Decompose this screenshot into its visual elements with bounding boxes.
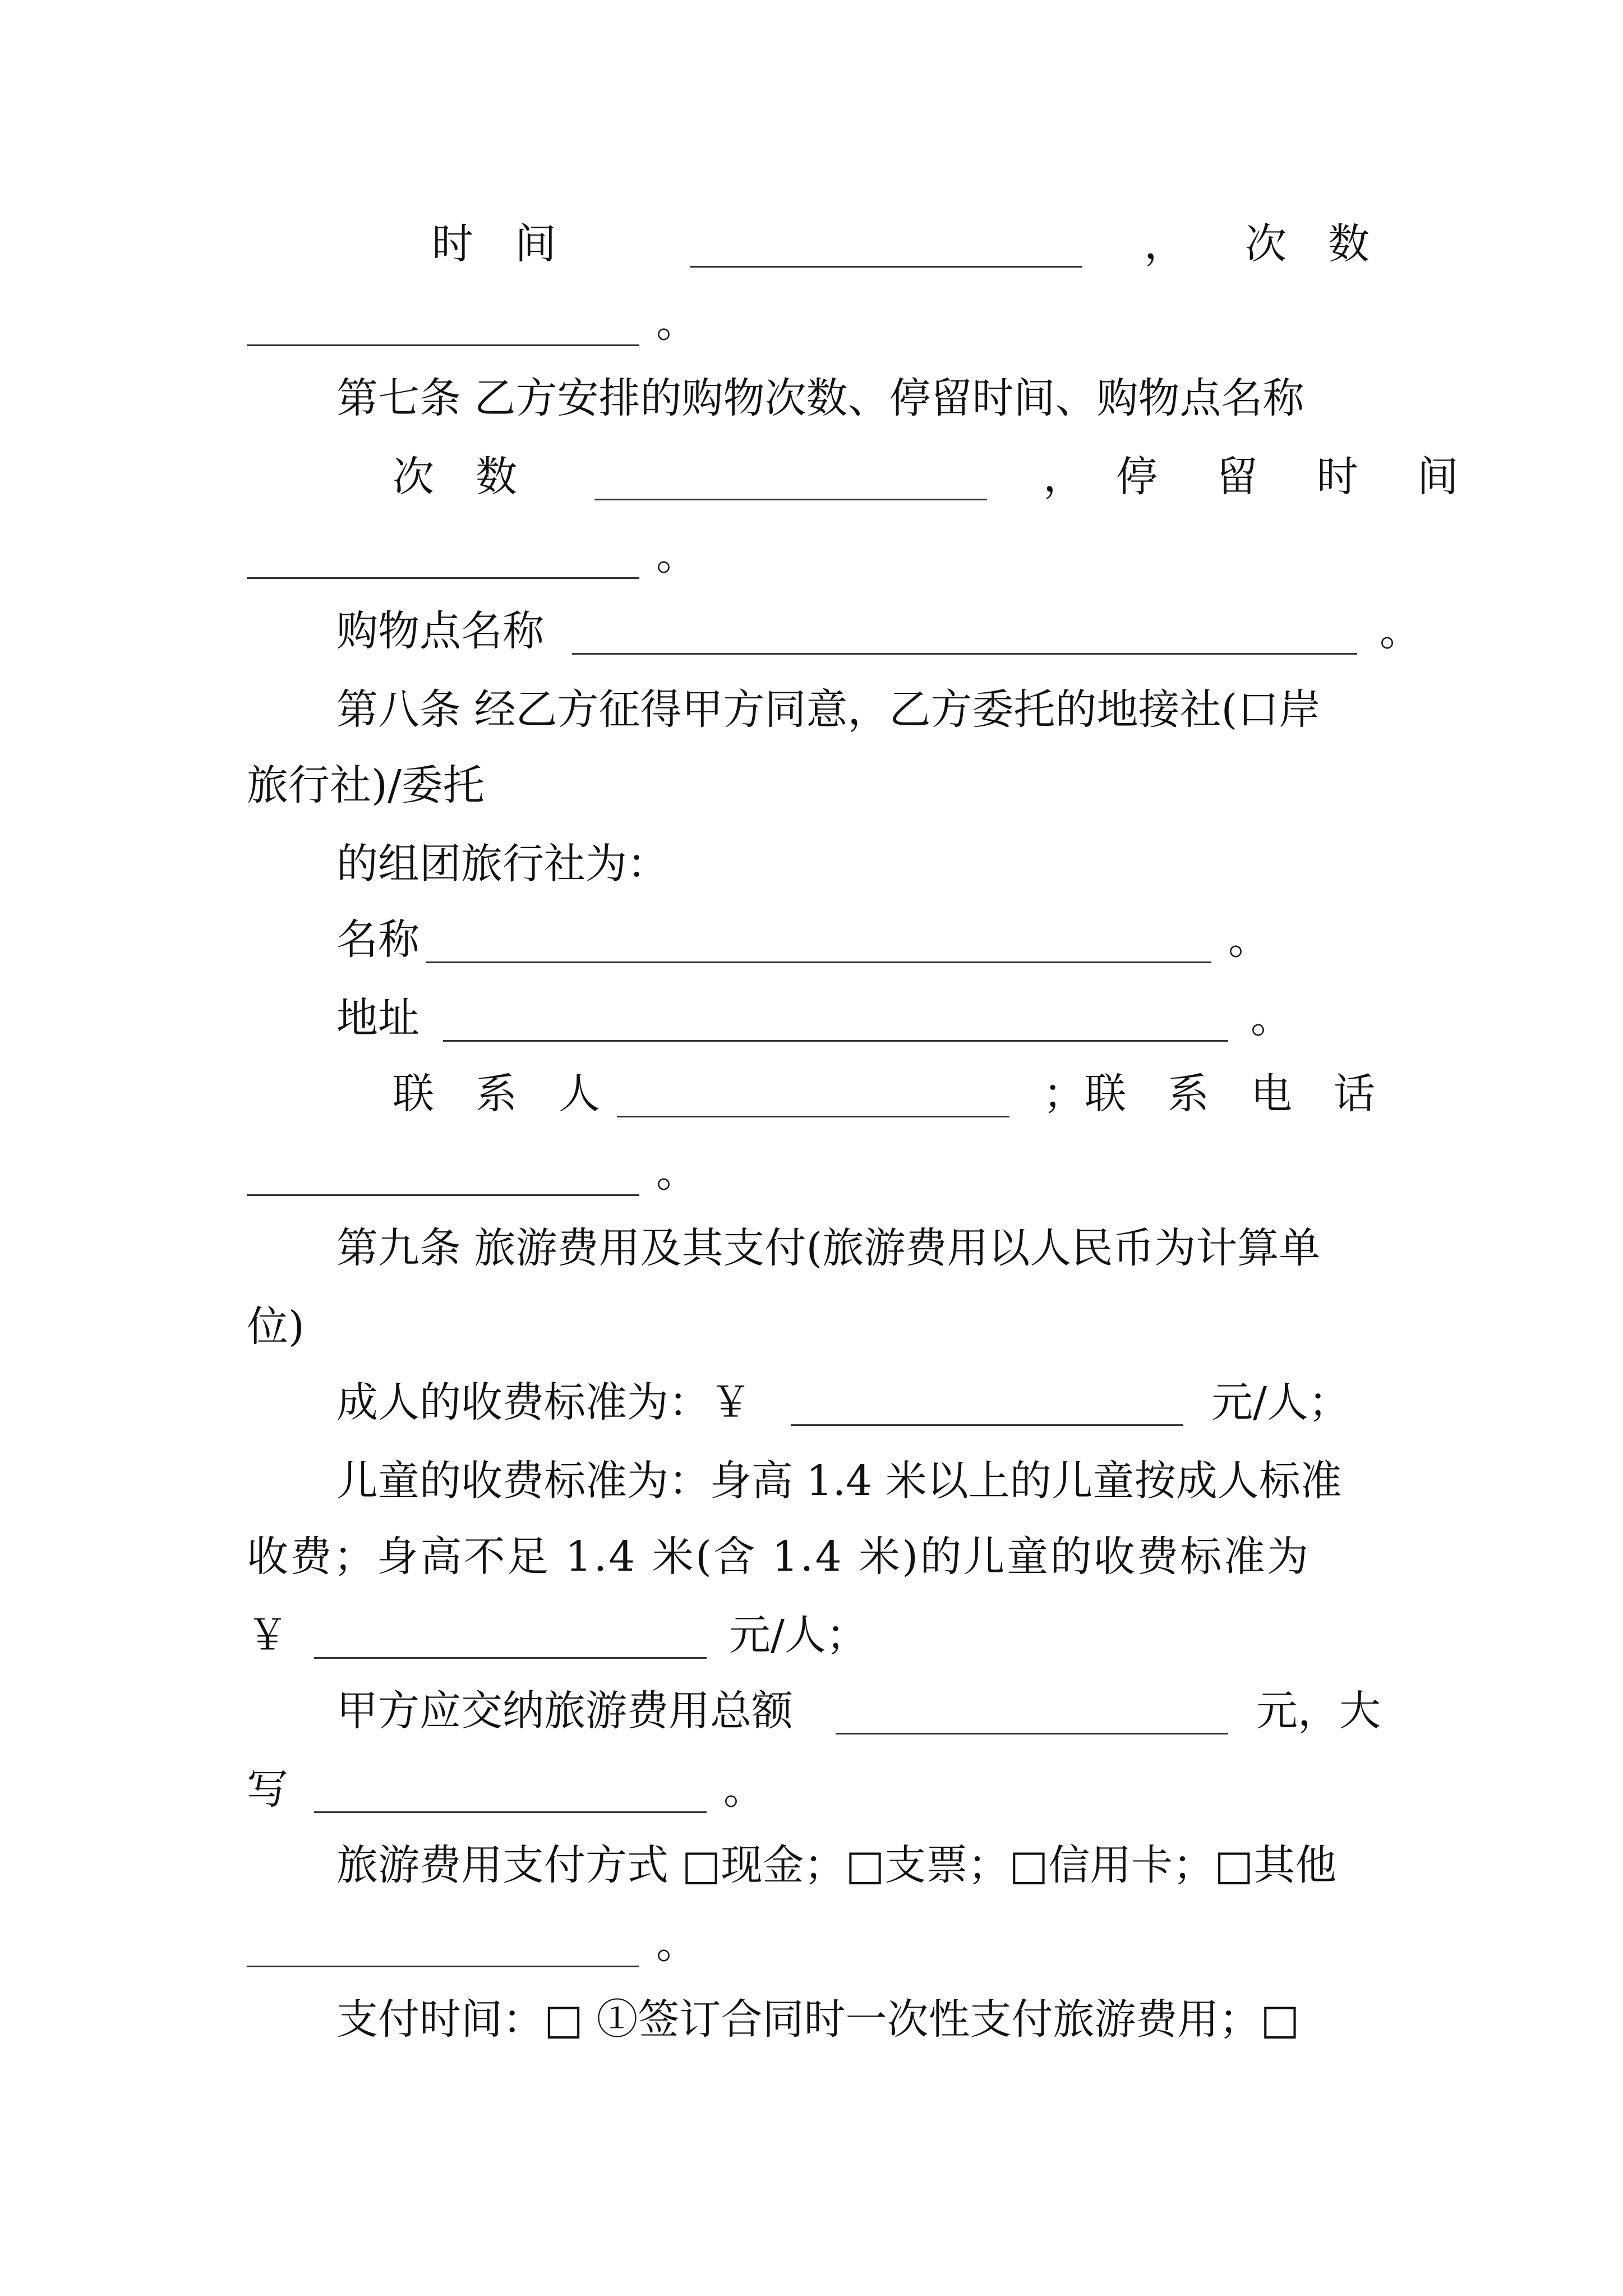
blank-child-fee[interactable] [314,1657,707,1659]
period: 。 [723,1765,765,1814]
line-child-fee-cont [247,1520,1380,1593]
line-child-fee [247,1444,1380,1517]
line-adult-fee [247,1366,1380,1439]
blank-shop-name[interactable] [572,653,1357,655]
line-unit [247,1290,1380,1363]
blank-adult-fee[interactable] [791,1424,1183,1426]
label-stay-time: 停 留 时 间 [1116,453,1482,501]
label-total: 甲方应交纳旅游费用总额 [336,1687,793,1735]
line-contact [247,1057,1380,1130]
payment-time-text: 支付时间：□ ①签订合同时一次性支付旅游费用；□ [336,1995,1300,2044]
line-stay-blank [247,519,1380,592]
label-adult-fee: 成人的收费标准为：￥ [336,1378,751,1427]
period: 。 [1380,607,1421,655]
article-9-text: 第九条 旅游费用及其支付(旅游费用以人民币为计算单 [336,1224,1321,1272]
line-other-blank [247,1907,1380,1980]
line-capital [247,1753,1380,1826]
unit-child: 元/人； [729,1611,868,1659]
blank-count[interactable] [247,344,639,346]
line-total [247,1674,1380,1747]
line-group-agency [247,827,1380,900]
blank-phone[interactable] [247,1194,639,1196]
blank-other[interactable] [247,1966,639,1967]
unit-text: 位) [247,1303,305,1351]
line-shop-name [247,595,1421,668]
line-payment-time [247,1983,1380,2056]
line-agency [247,749,1380,822]
label-contact: 联 系 人 [393,1070,600,1118]
label-name: 名称 [336,915,419,964]
unit-adult: 元/人； [1211,1378,1350,1427]
line-address [247,982,1380,1055]
blank-shopping-count[interactable] [594,499,987,500]
period: 。 [656,531,698,579]
label-phone: ；联 系 电 话 [1043,1070,1375,1118]
line-phone-blank [247,1136,1380,1209]
yen-sign: ￥ [247,1611,288,1659]
period: 。 [1228,915,1270,964]
group-agency-text: 的组团旅行社为： [336,840,668,888]
article-7-heading [247,362,1380,435]
blank-total[interactable] [836,1733,1228,1734]
article-8-text: 第八条 经乙方征得甲方同意，乙方委托的地接社(口岸 [336,685,1321,734]
blank-contact[interactable] [617,1116,1009,1117]
line-name [247,903,1380,976]
line-payment-method [247,1829,1380,1902]
comma: ， [1043,453,1085,501]
line-time-count [247,208,1380,280]
period: 。 [656,1148,698,1197]
label-shop-name: 购物点名称 [336,607,544,655]
child-fee-text: 儿童的收费标准为：身高 1.4 米以上的儿童按成人标准 [336,1457,1342,1505]
article-7-text: 第七条 乙方安排的购物次数、停留时间、购物点名称 [336,374,1304,422]
line-shopping-count [247,440,1482,513]
period: 。 [656,298,698,347]
agency-text: 旅行社)/委托 [247,761,485,809]
article-9-heading [247,1212,1380,1285]
line-count-blank [247,286,1380,359]
child-fee-cont-text: 收费；身高不足 1.4 米(含 1.4 米)的儿童的收费标准为 [247,1533,1311,1581]
blank-time[interactable] [690,266,1082,268]
blank-capital[interactable] [314,1811,707,1813]
blank-address[interactable] [443,1040,1228,1042]
unit-total: 元，大 [1256,1687,1381,1735]
line-child-amount [247,1599,1380,1672]
period: 。 [656,1920,698,1968]
label-address: 地址 [336,994,419,1042]
blank-stay-time[interactable] [247,577,639,579]
comma: ， [1144,220,1186,268]
label-time: 时 间 [432,220,556,268]
article-8-heading [247,673,1380,746]
period: 。 [1251,994,1292,1042]
label-shopping-count: 次 数 [393,453,517,501]
label-count: 次 数 [1245,220,1370,268]
blank-name[interactable] [426,961,1211,963]
payment-method-text: 旅游费用支付方式 □现金；□支票；□信用卡；□其他 [336,1841,1337,1889]
label-capital: 写 [247,1765,288,1814]
